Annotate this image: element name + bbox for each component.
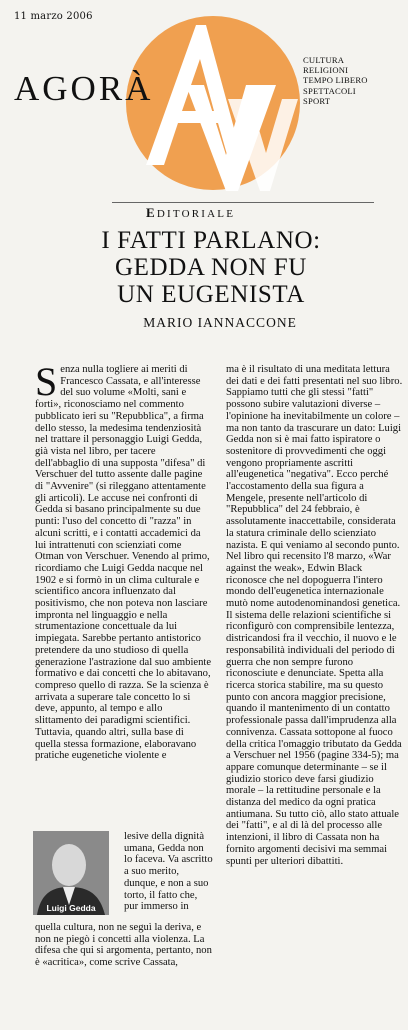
body-text: ma è il risultato di una meditata lettura dei dati e dei fatti presentati nel suo libro. Sappiamo tutti che gli stessi "fatti" possono subire valutazioni diverse – l'opinione ha inevitabilmente un colore – ma non tanto da trascurare un dato: Luigi Gedda non si è mai fatto ispiratore o sostenitore di provvedimenti che oggi vengono propriamente ascritti all'eugenetica "negativa". Ecco perché l'accostamento della sua figura a Mengele, presente nell'articolo di "Repubblica" del 24 febbraio, è assolutamente inaccettabile, considerata la statura criminale dello scienziato nazista. E qui veniamo al secondo punto. Nel libro qui recensito l'8 marzo, «War against the weak», Edwin Black riconosce che nel dopoguerra l'intero mondo dell'eugenetica internazionale mutò nome autodenominandosi genetica. Il sistema delle relazioni scientifiche si riconfigurò con comprensibile lentezza, districandosi fra il vecchio, il nuovo e le responsabilità individuali del periodo di guerra che non sempre furono riconosciute e denunciate. Spetta alla ricerca storica stabilire, ma su questo punto con ancora maggior precisione, quando il mantenimento di un contatto professionale passa dall'imprudenza alla connivenza. Cassata sottopone al fuoco della critica l'omaggio tributato da Gedda a Verschuer nel 1956 (pagine 334-5); ma appare comunque determinante – se il giudizio storico deve farsi giudizio morale – la rettitudine personale e la distanza del medico da ogni pratica antiumana. Su tutto ciò, allo stato attuale dei "fatti", e al di là del processo alle intenzioni, il libro di Cassata non ha fornito argomenti decisivi ma semmai spunti per ulteriori dibattiti.	[226, 364, 403, 867]
section-list	[303, 55, 368, 106]
kicker-initial: E	[146, 205, 157, 220]
author-photo	[33, 831, 109, 915]
body-wrap-text: lesive della dignità umana, Gedda non lo faceva. Va ascritto a suo merito, dunque, e non a suo torto, il fatto che, pur immerso in	[124, 831, 213, 913]
section-item: CULTURA	[303, 55, 345, 65]
title-line: GEDDA NON FU	[115, 254, 307, 281]
article-author: MARIO IANNACCONE	[143, 315, 297, 330]
drop-cap: S	[35, 359, 58, 404]
section-item: SPORT	[303, 95, 331, 106]
kicker-rest: DITORIALE	[156, 208, 236, 220]
body-below-photo: quella cultura, non ne seguì la deriva, e non ne piegò i concetti alla violenza. La difesa che qui si argomenta, pertanto, non è «acritica», come scrive Cassata,	[35, 922, 212, 969]
article-title	[80, 227, 342, 308]
article-kicker	[146, 205, 286, 221]
body-column-right	[226, 364, 404, 867]
issue-date: 11 marzo 2006	[14, 11, 93, 22]
body-text: enza nulla togliere ai meriti di Francesco Cassata, e all'interesse del suo volume «Molti, sani e forti», riconosciamo nel commento pubblicato ieri su "Repubblica", a firma dello stesso, la medesima tendenziosità nel trattare il personaggio Luigi Gedda, già vista nel libro, per tacere dell'abbaglio di una supposta "difesa" di Verschuer del tutto assente dalle pagine di "Avvenire" (si rileggano attentamente gli articoli). Le accuse nei confronti di Gedda si basano principalmente su due punti: l'uso del concetto di "razza" in alcuni scritti, e i contatti accademici da lui intrattenuti con scienziati come Otman von Verschuer. Venendo al primo, ricordiamo che Luigi Gedda nacque nel 1902 e si formò in un clima culturale e scientifico ancora influenzato dal positivismo, che non poteva non lasciare impronta nel linguaggio e nella strumentazione concettuale da lui impiegata. Sarebbe pertanto antistorico pretendere da uno studioso di quella generazione l'astrazione dal suo ambiente formativo e dai concetti che lo abitavano, compreso quello di razza. Se la scienza è arrivata a superare tale concetto lo si deve, appunto, al tempo e allo slittamento dei paradigmi scientifici. Tuttavia, quando altri, sulla base di quella stessa formazione, elaboravano pratiche eugenetiche violente e	[35, 364, 212, 762]
section-item: TEMPO LIBERO	[303, 75, 368, 86]
title-line: I FATTI PARLANO:	[101, 227, 321, 254]
kicker-rule	[112, 202, 374, 203]
body-column-left	[35, 359, 212, 762]
section-item: RELIGIONI	[303, 65, 349, 76]
photo-caption: Luigi Gedda	[46, 903, 96, 913]
section-name: AGORÀ	[14, 69, 154, 108]
title-line: UN EUGENISTA	[117, 281, 305, 308]
section-item: SPETTACOLI	[303, 85, 356, 96]
